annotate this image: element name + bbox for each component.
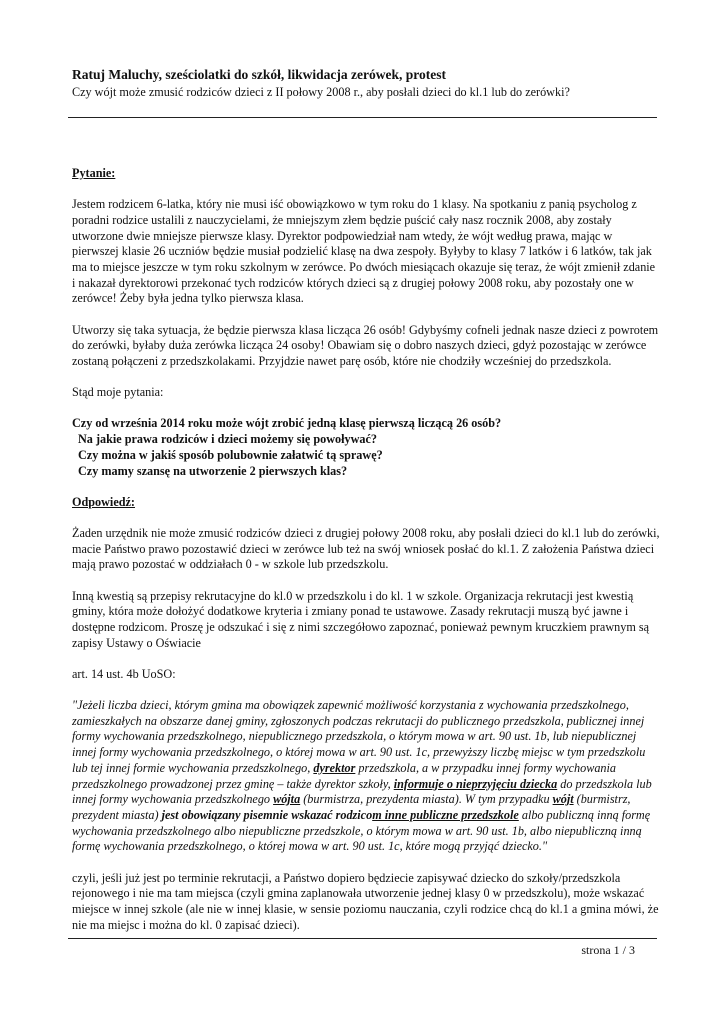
quote-emphasis: jest obowiązany pisemnie wskazać rodzico	[161, 808, 373, 822]
question-heading: Pytanie:	[72, 166, 116, 180]
quote-text: (burmistrz, prezydent miasta)	[72, 792, 631, 822]
answer-heading: Odpowiedź:	[72, 494, 135, 509]
question-item: Czy mamy szansę na utworzenie 2 pierwszych klas?	[78, 463, 348, 478]
footer-divider	[68, 938, 657, 939]
question-paragraph-1: Jestem rodzicem 6-latka, który nie musi iść obowiązkowo w tym roku do 1 klasy. Na spotkaniu z panią psycholog z poradni rodzice ustalili z nauczycielami, że mniejszym złem będzie puścić cały nasz rocznik 2008, aby zostały utworzone dwie mniejsze pierwsze klasy. Dyrektor podpowiedział nam wtedy, że wójt według prawa, mając w pierwszej klasie 26 uczniów będzie musiał podzielić klasę na dwa zespoły. Byłyby to klasy 7 latków i 6 latków, tak jak ma to miejsce jeszcze w tym roku szkolnym w zerówce. Po dwóch miesiącach okazuje się teraz, że wójt zmienił zdanie i nakazał dyrektorowi przekonać tych rodziców których dzieci są z drugiej połowy 2008 roku, aby pozostały one w zerówce! Żeby była jedna tylko pierwsza klasa.	[72, 197, 656, 306]
question-paragraph-2: Utworzy się taka sytuacja, że będzie pierwsza klasa licząca 26 osób! Gdybyśmy cofneli jednak nasze dzieci z powrotem do zerówki, byłaby duża zerówka licząca 24 osoby! Obawiam się o dobro naszych dzieci, gdyż pozostając w zerówce zostaną połączeni z przedszkolakami. Przyjdzie nawet parę osób, które nie chodziły wcześniej do przedszkola.	[72, 322, 659, 369]
document-subtitle: Czy wójt może zmusić rodziców dzieci z II połowy 2008 r., aby posłali dzieci do kl.1 lub do zerówki?	[72, 85, 570, 99]
quote-text: do przedszkola lub innej formy wychowania przedszkolnego	[72, 776, 652, 807]
quote-text: "Jeżeli liczba dzieci, którym gmina ma obowiązek zapewnić możliwość korzystania z wychowania przedszkolnego, zamieszkałych na obszarze danej gminy, zgłoszonych podczas rekrutacji do publicznego przedszkola, publicznej innej formy wychowania przedszkolnego, niepublicznego przedszkola, o którym mowa w art. 90 ust. 1b, lub niepublicznej innej formy wychowania przedszkolnego, o której mowa w art. 90 ust. 1c, przewyższy liczbę miejsc w tym przedszkolu lub tej innej formie wychowania przedszkolnego,	[72, 698, 646, 775]
header-divider	[68, 117, 657, 118]
answer-paragraph-2: Inną kwestią są przepisy rekrutacyjne do kl.0 w przedszkolu i do kl. 1 w szkole. Organizacja rekrutacji jest kwestią gminy, która może dołożyć dodatkowe kryteria i zmiany ponad te ustawowe. Zasady rekrutacji muszą być jawne i dostępne rodzicom. Proszę je odszukać i się z nimi szczegółowo zapoznać, ponieważ pewnym kruczkiem prawnym są zapisy Ustawy o Oświacie	[72, 588, 650, 650]
law-quote	[72, 698, 660, 855]
question-list	[72, 416, 660, 479]
quote-emphasis: wójta	[273, 792, 301, 807]
quote-text: przedszkola, a w przypadku innej formy wychowania przedszkolnego prowadzonej przez gminę – także dyrektor szkoły,	[72, 760, 617, 791]
quote-text: (burmistrza, prezydenta miasta). W tym przypadku	[300, 792, 553, 807]
quote-emphasis: dyrektor	[313, 760, 356, 775]
question-item: Czy można w jakiś sposób polubownie załatwić tą sprawę?	[78, 447, 383, 462]
quote-text: albo publiczną inną formę wychowania przedszkolnego albo niepubliczne przedszkole, o którym mowa w art. 90 ust. 1b, albo niepubliczną inną formę wychowania przedszkolnego, o której mowa w art. 90 ust. 1c, które mogą przyjąć dziecko."	[72, 808, 651, 854]
quote-emphasis: wójt	[552, 792, 574, 807]
document-header	[72, 66, 662, 100]
question-paragraph-3: Stąd moje pytania:	[72, 385, 164, 400]
question-item: Na jakie prawa rodziców i dzieci możemy się powoływać?	[78, 432, 377, 447]
law-reference: art. 14 ust. 4b UoSO:	[72, 666, 176, 681]
quote-emphasis: informuje o nieprzyjęciu dziecka	[393, 776, 558, 791]
document-title: Ratuj Maluchy, sześciolatki do szkół, likwidacja zerówek, protest	[72, 67, 446, 82]
document-body	[72, 166, 660, 949]
page-number: strona 1 / 3	[581, 943, 635, 957]
quote-emphasis: m inne publiczne przedszkole	[372, 808, 519, 822]
answer-paragraph-4: czyli, jeśli już jest po terminie rekrutacji, a Państwo dopiero będziecie zapisywać dziecko do szkoły/przedszkola rejonowego i nie ma tam miejsca (czyli gmina zaplanowała utworzenie jednej klasy 0 w przedszkolu), może wskazać miejsce w innej szkole (ale nie w innej klasie, w sensie poziomu nauczania, czyli rodzice chcą do kl.1 a gmina mówi, że nie ma miejsc i można do kl. 0 zapisać dzieci).	[72, 870, 659, 932]
answer-paragraph-1: Żaden urzędnik nie może zmusić rodziców dzieci z drugiej połowy 2008 roku, aby posłali dzieci do kl.1 lub do zerówki, macie Państwo prawo pozostawić dzieci w zerówce lub też na swój wniosek posłać do kl.1. Z założenia Państwa dzieci mają prawo pozostać w oddziałach 0 - w szkole lub przedszkolu.	[72, 525, 660, 572]
question-item: Czy od września 2014 roku może wójt zrobić jedną klasę pierwszą liczącą 26 osób?	[72, 416, 502, 431]
